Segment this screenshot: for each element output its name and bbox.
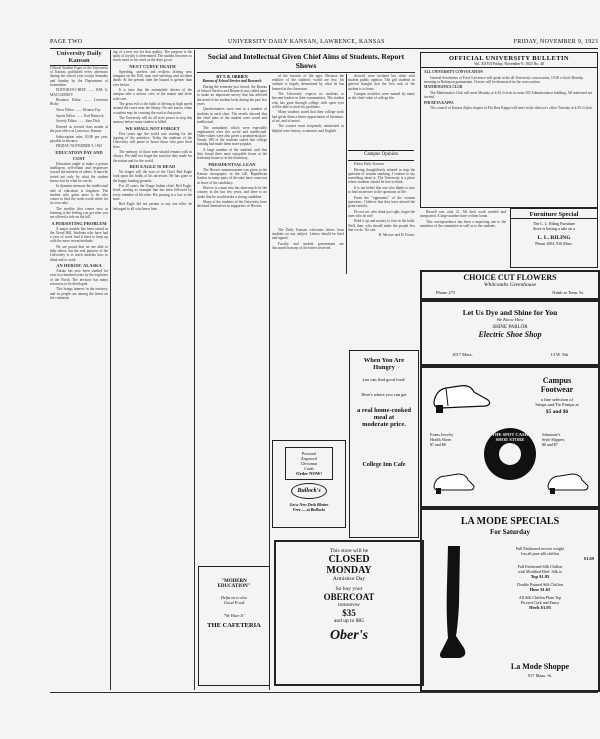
story-column-2: of the favorite of life ages. Because the realities of the student's world are few, his outlook is largely determined by what he has learned in the classroom. The University expects its students to become leaders in their communities. The student who has gone through college with open eyes will be able to meet his problems. Many students stated that their college work had given them a better appreciation of literature, of art, and of music. The courses most frequently mentioned as helpful were history, economics and English. <box>272 74 344 133</box>
furniture-ad: Furniture Special The L. L. Riling Furniture Store is having a sale on a L. L. RILING Phone 1004. 916 Mass. <box>510 208 598 268</box>
la-mode-ad: LA MODE SPECIALS For Saturday Full Fashioned service weight Ion all pure silk chiffon $1.69 Full Fashioned Silk Chiffon with Modified Heel. Silk to Top $1.95 Double Pointed Silk Chiffon Hose $1.65 All Silk Chiffon Plain Top Picoted Cork and Fancy Heels $1.95 La Mode Shoppe 917 Mass. St. <box>420 508 600 692</box>
seal-center <box>499 443 521 465</box>
page-number: PAGE TWO <box>50 39 83 45</box>
footwear-text: Campus Footwear a fine selection of Straps and Tie Pumps at $5 and $6 <box>535 376 579 415</box>
main-headline: Social and Intellectual Given Chief Aims of Students. Report Shows <box>207 52 405 70</box>
headline-curve: NEXT CURVE DEATH <box>129 64 176 69</box>
byline-subhead: Bureau of School Service and Research <box>202 79 262 83</box>
obers-closed-ad: This store will be CLOSED MONDAY Armistice Day So buy your OBERCOAT tomorrow $35 and up to $85 Ober's <box>274 540 424 686</box>
editorial-column-1: University Daily Kansan Official Student Paper of the University of Kansas, published every afternoon during the school year except Saturday and Sunday by the Department of Journalism. EDITOR-IN-CHIEF ........ WM. A. MACGARNEY Business Editor ........ Lawrence Bixby News Editor ........ Eleanor Fay Sports Editor ........ Earl Hancock Society Editor ........ Sara Dick Entered as second class matter at the post office at Lawrence, Kansas. Subscription rates, $3.00 per year, payable in advance. FRIDAY, NOVEMBER 9, 1923 EDUCATION PAY AND COST Education ought to make a person intelligent, self-reliant and responsive toward the interests of others. It must be tested not only by what the student knows but by what he can do. In dynamic measure the intellectual side of education is forgotten. The student who gains most is he who comes to find the work worth while for its own sake. The sterility that comes now in learning is the feeling you get after you are offered a ride on the hill. A PERSISTING PROBLEM A major trouble has been raised in the Oread Hill. Students who have had a year of work find it hard to keep up with the more recent methods. We are proud that we are able to help others; but the real purpose of the University is to teach students how to think and to work. AN HEROIC ALASKA Alaska has now been studied for over two hundred years by the explorers of the North. The territory has many resources to be developed. This brings interest in the territory, and its people are among the finest on the continent. <box>50 50 108 300</box>
story-column-1: During the semester just closed, the Bureau of School Service and Research was called upon to make an important survey that has affected the trend of the student body during the past few years. Questionnaires were sent to a number of students in each class. The results showed that the chief aims of the student were social and intellectual. The complaints which were especially emphasized were the social and intellectual. Other values were also given a prominent place. Nearly 180 of the students stated that college training had made them more popular. A large number of the students said that they found their most enjoyable hours at the fraternity house or in the dormitory. PRESIDENTIAL LEAN The Hoover announcement was given to the Kansas newspapers in the fall. Republican leaders in many parts of the state have come out in favor of his candidacy. Hoover is a man who has done much for the country in the last few years, and there is no doubt that he would make a strong candidate. Many of the students of the University have declared themselves as supporters of Hoover. <box>197 85 267 209</box>
obers-logo: Ober's <box>329 628 369 643</box>
bulletin-text: ALL UNIVERSITY CONVOCATION General Secretaries of Ford, Lawrence will speak at the all-University convocation, 10:30 o'clock Monday morning in Robinson gymnasium. Classes will be dismissed for the convocation. MATHEMATICS CLUB The Mathematics Club will meet Monday at 4:30 o'clock in room 205 Administration building. All interested are invited. PHI BETA KAPPA The council of Kansas Alpha chapter of Phi Beta Kappa will meet in the director's office Tuesday at 4:30 o'clock. <box>424 70 593 111</box>
cafeteria-ad: "MODERN EDUCATION" Helps on to also Good Food "We Have It" THE CAFETERIA <box>198 566 270 686</box>
campus-footwear-ad <box>420 366 600 508</box>
column-rule <box>110 50 111 690</box>
shoe-icon <box>430 378 494 414</box>
la-mode-name: La Mode Shoppe <box>510 662 570 671</box>
la-mode-address: 917 Mass. St. <box>527 673 553 678</box>
right-shoe-info: Johnstone's Style Slippers $6 and $7 <box>542 432 565 447</box>
story-column-3: showed were inclined but often with student public opinion. The girl students in general thought that the first task of the student is to learn. Campus activities were named by many as the chief value of college life. <box>348 74 415 101</box>
issue-date: FRIDAY, NOVEMBER 9, 1923 <box>513 39 598 45</box>
right-story: Russell was only 21. All their work needed and unreported. A large number have written home. This correspondence has been a surprising one to the members of the committee as well as to the students. <box>420 210 506 228</box>
headline-rule <box>197 72 415 73</box>
masthead-title: University Daily Kansan <box>50 50 108 66</box>
campus-opinion-letter: Editor Daily Kansan: Having thoughtlessly refused to stop the question of women smoking, I venture to say something about it. The University is a place where students should be free to think. It is our belief that one who thinks is sure to find an answer to the questions of life. From the "opponents" of the women questions, I believe that they have missed the point entirely. Do not we, who think just right, forget the ones who do not? Hold it up and money to fear in the halls. Well, then, who should make the people less that we do. No one. B. Mecore and D. Foster. <box>348 162 415 238</box>
headline-eagle: RED EAGLE IS DEAD <box>129 164 176 170</box>
bullocks-logo: Bullock's <box>291 483 327 499</box>
university-bulletin: OFFICIAL UNIVERSITY BULLETIN Vol. XXVII Friday, November 9, 1923 No. 48 ALL UNIVERSITY CONVOCATION General Secretaries of Ford, Lawrence will speak at the all-University convocation, 10:30 o'clock Monday morning in Robinson gymnasium. Classes will be dismissed for the convocation. MATHEMATICS CLUB The Mathematics Club will meet Monday at 4:30 o'clock in room 205 Administration building. All interested are invited. PHI BETA KAPPA The council of Kansas Alpha chapter of Phi Beta Kappa will meet in the director's office Tuesday at 4:30 o'clock. <box>420 52 598 208</box>
shoe-shine-ad: Let Us Dye and Shine for You We Know How SHINE PARLOR Electric Shoe Shop 1017 Mass. 13 W. 9th <box>420 300 600 366</box>
headline-problem: A PERSISTING PROBLEM <box>51 220 107 226</box>
shoe-illustration <box>430 378 494 414</box>
headline-education: EDUCATION PAY AND COST <box>55 149 103 161</box>
headline-alaska: AN HEROIC ALASKA <box>56 263 102 269</box>
left-shoe-info: Evans Jewelry Health Shoes $7 and $8 <box>430 432 454 447</box>
story-column-2b: The Daily Kansan welcomes letters from students on any subject. Letters should be brief and signed. Faculty and student government are discussed in many of the letters received. <box>272 228 344 251</box>
college-inn-ad: When You Are Hungry you can find good food. Here's where you can get a real home-cooked meal at moderate price. College Inn Cafe <box>349 350 419 538</box>
flowers-ad: CHOICE CUT FLOWERS Whitcombs Greenhouse Phone 273 Ninth at Tenn. St. <box>420 270 600 300</box>
page-header <box>50 38 598 49</box>
page-bottom-rule <box>50 692 598 693</box>
pump-shoe-icon <box>432 468 476 494</box>
headline-presidential: PRESIDENTIAL LEAN <box>208 162 256 168</box>
paper-name: UNIVERSITY DAILY KANSAN, LAWRENCE, KANSAS <box>228 39 385 45</box>
bullocks-christmas-ad: Personal Engraved Christmas Cards Order NOW! Bullock's Get a New Desk Blotter Free — at Bullocks <box>272 440 346 528</box>
column-rule <box>194 50 195 690</box>
slipper-shoe-icon <box>546 468 590 494</box>
card-box: Personal Engraved Christmas Cards Order NOW! <box>285 447 333 480</box>
spot-cash-seal: THE SPOT CASH SHOE STORE <box>484 428 536 480</box>
byline: BY T. B. OBRIEN <box>216 74 248 79</box>
hosiery-list: Full Fashioned service weight Ion all pure silk chiffon $1.69 Full Fashioned Silk Chiffon with Modified Heel. Silk to Top $1.95 Double Pointed Silk Chiffon Hose $1.65 All Silk Chiffon Plain Top Picoted Cork and Fancy Heels $1.95 <box>515 546 594 610</box>
column-rule <box>346 74 347 274</box>
editorial-column-2: ing of a new use for that quality. The purpose is the spirit of loyalty is determined. The student becomes so much more in his work as the days go on. NEXT CURVE DEATH Speeding, careless and reckless driving now rampant on the Hill, may end suffering and accident death. At the present time the hazard is greater than ever before. It is time that the automobile drivers of the campus take a serious view of the matter and drive with care. The great evil is the habit of driving at high speed around the curve near the library. No one knows when a student may be crossing the road at that point. The University will do all in its power to stop this menace before some student is killed. WE SHALL NOT FORGET Five years ago the world was waiting for the signing of the armistice. Today the students of the University will pause to honor those who gave their lives. The memory of those men should remain with us always. We shall not forget the sacrifice they made for the nation and for the world. RED EAGLE IS DEAD No longer will the eyes of the Chief Red Eagle look upon the fields of his ancestors. He has gone to the happy hunting grounds. For 20 years, the Osage Indian chief, Red Eagle, lived, serving as example that has been followed by every member of his tribe. His passing is a loss to the state. Red Eagle did not pertain to any one tribe; he belonged to all who knew him. <box>113 50 192 211</box>
headline-forget: WE SHALL NOT FORGET <box>125 126 180 131</box>
stocking-leg-icon <box>434 544 470 662</box>
campus-opinion-head: Campus Opinion <box>348 150 414 161</box>
